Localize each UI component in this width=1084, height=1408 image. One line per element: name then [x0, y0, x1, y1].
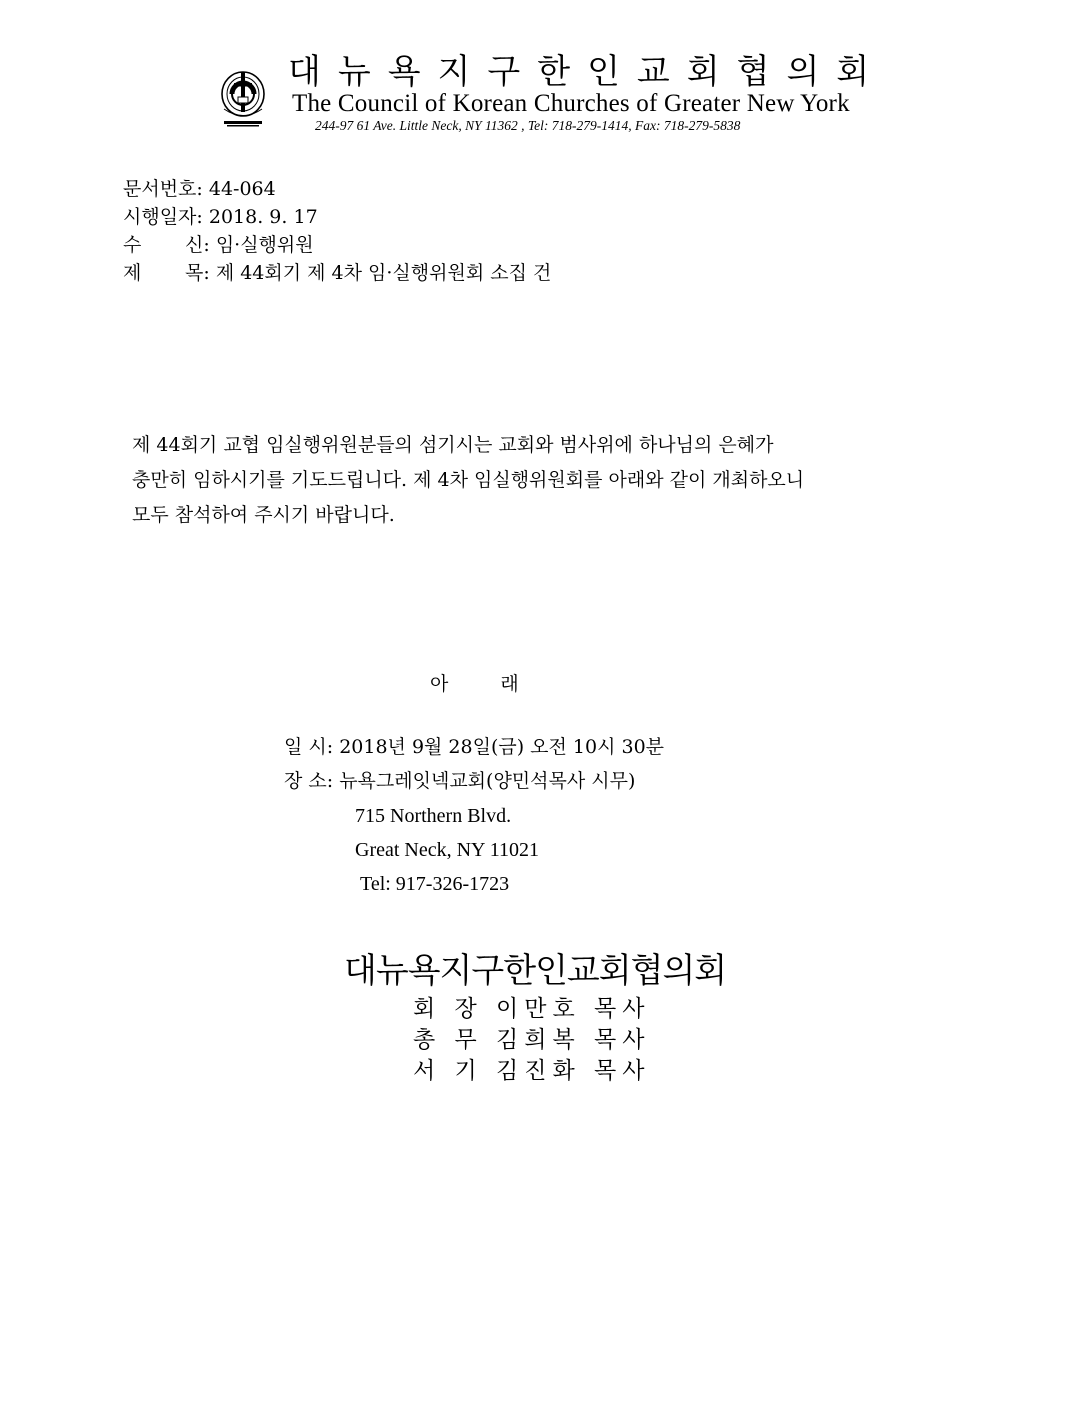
body-line-2: 충만히 임하시기를 기도드립니다. 제 4차 임실행위원회를 아래와 같이 개최하오니: [132, 469, 805, 491]
body-line-3: 모두 참석하여 주시기 바랍니다.: [132, 504, 395, 526]
issue-date-value: 2018. 9. 17: [208, 206, 318, 228]
org-name-korean: 대뉴욕지구한인교회협의회: [288, 52, 887, 92]
signature-secretary: 서 기 김진화 목사: [413, 1058, 651, 1084]
place-tel: Tel: 917-326-1723: [360, 873, 510, 895]
doc-number-value: 44-064: [208, 178, 276, 200]
signature-general-secretary: 총 무 김희복 목사: [413, 1027, 651, 1053]
recipient-label-1: 수: [123, 234, 142, 256]
place-street: 715 Northern Blvd.: [355, 805, 512, 827]
doc-number-row: [123, 176, 276, 202]
subject-label-1: 제: [123, 262, 142, 284]
body-paragraph: [132, 428, 952, 533]
meeting-time-value: 2018년 9월 28일(금) 오전 10시 30분: [339, 736, 665, 758]
doc-number-label: 문서번호:: [123, 178, 203, 200]
org-address: 244-97 61 Ave. Little Neck, NY 11362 , Tel: 718-279-1414, Fax: 718-279-5838: [315, 118, 741, 133]
church-cross-emblem-icon: [218, 64, 268, 130]
recipient-value: 임·실행위원: [215, 234, 314, 256]
meeting-place-row: [284, 768, 635, 794]
meeting-place-value: 뉴욕그레잇넥교회(양민석목사 시무): [339, 770, 636, 792]
notice-title-1: 아: [430, 673, 449, 695]
recipient-label-2: 신:: [185, 234, 210, 256]
notice-title: [430, 669, 571, 696]
recipient-row: [123, 232, 314, 258]
body-line-1: 제 44회기 교협 임실행위원분들의 섬기시는 교회와 범사위에 하나님의 은혜가: [132, 434, 774, 456]
subject-label-2: 목:: [185, 262, 210, 284]
subject-value: 제 44회기 제 4차 임·실행위원회 소집 건: [215, 262, 552, 284]
subject-row: [123, 260, 551, 286]
issue-date-label: 시행일자:: [123, 206, 203, 228]
signature-president: 회 장 이만호 목사: [413, 996, 651, 1022]
meeting-place-label: 장 소:: [284, 770, 334, 792]
place-city: Great Neck, NY 11021: [355, 839, 540, 861]
notice-title-2: 래: [500, 673, 519, 695]
org-name-english: The Council of Korean Churches of Greater New York: [292, 90, 850, 117]
signature-org: 대뉴욕지구한인교회협의회: [344, 951, 727, 991]
meeting-time-row: [284, 734, 664, 760]
meeting-time-label: 일 시:: [284, 736, 334, 758]
issue-date-row: [123, 204, 318, 230]
